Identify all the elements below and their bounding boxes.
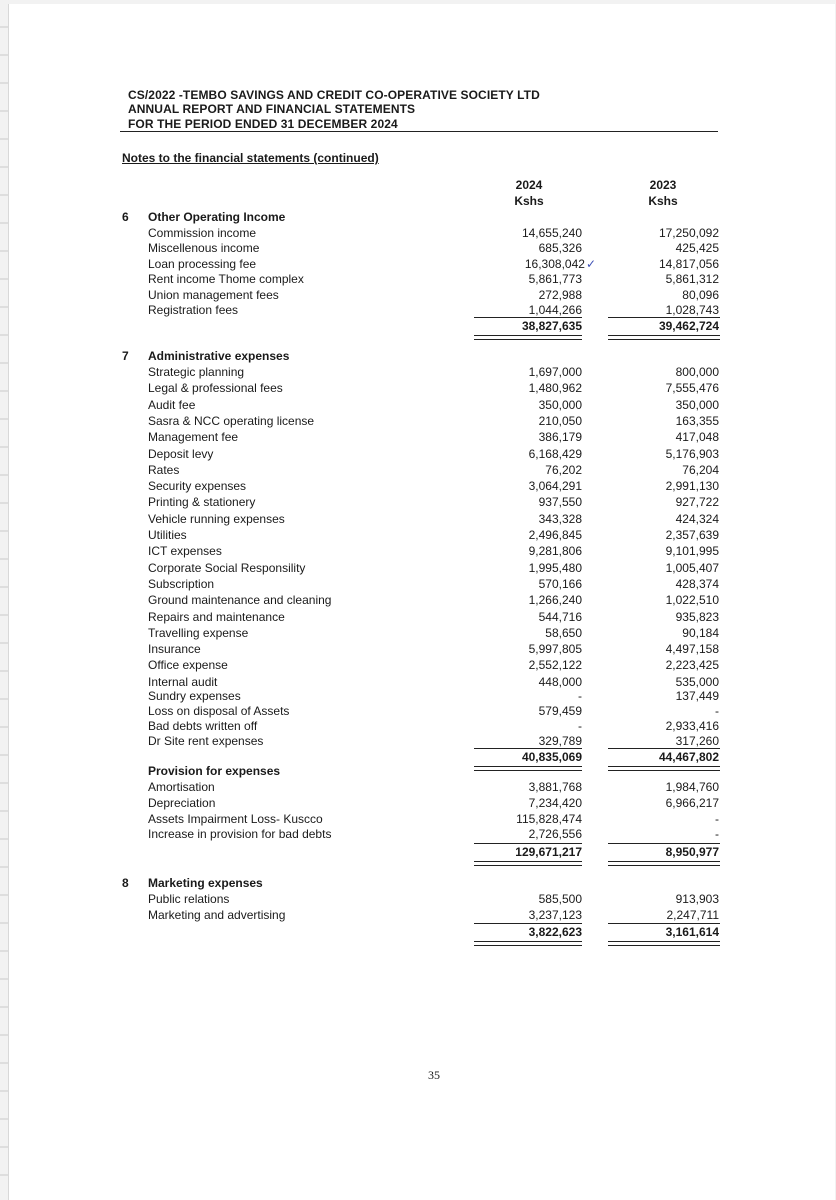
table-row: [0, 462, 836, 478]
row-label: Security expenses: [148, 479, 247, 493]
row-label: Sasra & NCC operating license: [148, 414, 315, 428]
value-2023: 2,991,130: [665, 479, 719, 493]
total-2024: 129,671,217: [515, 845, 582, 859]
table-row: [0, 795, 836, 811]
value-2024: [529, 907, 582, 923]
value-2023: 76,204: [682, 463, 719, 477]
table-row: [0, 256, 836, 272]
value-2023: 4,497,158: [665, 642, 719, 656]
row-label: Depreciation: [148, 796, 216, 810]
value-2023: 80,096: [682, 288, 719, 302]
value-2023: 425,425: [675, 241, 719, 255]
row-label: Strategic planning: [148, 365, 245, 379]
value-2024-text: 2,496,845: [528, 528, 582, 542]
table-row: [0, 397, 836, 413]
total-2024: 3,822,623: [528, 925, 582, 939]
notes-title: Notes to the financial statements (continued): [122, 151, 379, 165]
value-2024-text: 5,861,773: [528, 272, 582, 286]
value-2024-text: 544,716: [538, 610, 582, 624]
subtotal-rule: [608, 843, 720, 844]
table-row: [0, 527, 836, 543]
section-title: Provision for expenses: [148, 764, 281, 778]
table-row: [0, 657, 836, 673]
value-2024: [529, 271, 582, 287]
row-label: Registration fees: [148, 303, 239, 317]
row-label: Repairs and maintenance: [148, 610, 285, 624]
value-2024-text: 579,459: [538, 704, 582, 718]
value-2024: [545, 462, 582, 478]
value-2024: [529, 478, 582, 494]
total-double-rule: [474, 941, 582, 946]
subtotal-rule: [474, 748, 582, 749]
value-2024-text: 3,064,291: [528, 479, 582, 493]
value-2024: [529, 446, 582, 462]
value-2023: 5,861,312: [665, 272, 719, 286]
note-7-heading: [0, 348, 836, 364]
row-label: Ground maintenance and cleaning: [148, 593, 332, 607]
row-label: Rates: [148, 463, 180, 477]
table-row: [0, 240, 836, 256]
row-label: Audit fee: [148, 398, 196, 412]
value-2024-text: 210,050: [538, 414, 582, 428]
value-2024: [529, 657, 582, 673]
total-2023: 44,467,802: [658, 750, 719, 764]
table-row: [0, 826, 836, 842]
value-2024: [539, 703, 582, 719]
table-row: [0, 287, 836, 303]
row-label: Printing & stationery: [148, 495, 256, 509]
value-2024-text: 6,168,429: [528, 447, 582, 461]
table-row: [0, 718, 836, 734]
value-2023: 7,555,476: [665, 381, 719, 395]
note-number: 7: [122, 349, 129, 363]
subtotal-rule: [474, 317, 582, 318]
table-row: [0, 511, 836, 527]
row-label: Deposit levy: [148, 447, 214, 461]
value-2024: [539, 240, 582, 256]
value-2023: 90,184: [682, 626, 719, 640]
column-unit-2023: Kshs: [648, 194, 678, 208]
value-2023: -: [715, 704, 719, 718]
value-2024-text: 448,000: [538, 675, 582, 689]
section-title: Administrative expenses: [148, 349, 290, 363]
subtotal-rule: [608, 923, 720, 924]
value-2023: 428,374: [675, 577, 719, 591]
value-2023: 14,817,056: [658, 257, 719, 271]
value-2023: 1,005,407: [665, 561, 719, 575]
value-2024: [525, 256, 596, 272]
value-2024-text: 3,237,123: [528, 908, 582, 922]
value-2024: [578, 718, 582, 734]
table-row: [0, 413, 836, 429]
column-year-2024: 2024: [515, 178, 543, 192]
row-label: Amortisation: [148, 780, 215, 794]
row-label: Loss on disposal of Assets: [148, 704, 290, 718]
value-2024: [539, 576, 582, 592]
row-label: Utilities: [148, 528, 187, 542]
row-label: Assets Impairment Loss- Kuscco: [148, 812, 323, 826]
row-label: Rent income Thome complex: [148, 272, 304, 286]
total-double-rule: [474, 335, 582, 340]
table-row: [0, 733, 836, 749]
row-label: Vehicle running expenses: [148, 512, 285, 526]
column-unit-2024: Kshs: [514, 194, 544, 208]
value-2024-text: 9,281,806: [528, 544, 582, 558]
value-2024-text: 5,997,805: [528, 642, 582, 656]
value-2024-text: 7,234,420: [528, 796, 582, 810]
value-2023: 927,722: [675, 495, 719, 509]
value-2023: 6,966,217: [665, 796, 719, 810]
table-row: [0, 779, 836, 795]
value-2023: 1,022,510: [665, 593, 719, 607]
value-2024-text: -: [578, 689, 582, 703]
row-label: Union management fees: [148, 288, 279, 302]
value-2024: [529, 527, 582, 543]
value-2023: 935,823: [675, 610, 719, 624]
total-row: [0, 924, 836, 940]
total-row: [0, 844, 836, 860]
table-row: [0, 592, 836, 608]
value-2024: [529, 560, 582, 576]
value-2024: [539, 429, 582, 445]
subtotal-rule: [608, 317, 720, 318]
value-2024-text: 350,000: [538, 398, 582, 412]
value-2024-text: 115,828,474: [516, 812, 582, 826]
page-number: 35: [428, 1068, 440, 1082]
row-label: Public relations: [148, 892, 230, 906]
value-2024-text: 272,988: [538, 288, 582, 302]
table-row: [0, 302, 836, 318]
row-label: Internal audit: [148, 675, 218, 689]
value-2024-text: 58,650: [545, 626, 582, 640]
table-row: [0, 446, 836, 462]
value-2024-text: 386,179: [538, 430, 582, 444]
row-label: Management fee: [148, 430, 239, 444]
value-2024-text: 2,552,122: [528, 658, 582, 672]
table-row: [0, 478, 836, 494]
note-number: 6: [122, 210, 129, 224]
value-2024-text: -: [578, 719, 582, 733]
table-row: [0, 609, 836, 625]
value-2023: 424,324: [675, 512, 719, 526]
header-underline: [120, 131, 718, 132]
value-2024: [529, 826, 582, 842]
value-2023: 5,176,903: [665, 447, 719, 461]
value-2024: [529, 795, 582, 811]
section-title: Marketing expenses: [148, 876, 263, 890]
value-2024: [539, 511, 582, 527]
row-label: Loan processing fee: [148, 257, 257, 271]
report-header-line2: ANNUAL REPORT AND FINANCIAL STATEMENTS: [128, 102, 416, 116]
table-row: [0, 907, 836, 923]
row-label: Dr Site rent expenses: [148, 734, 264, 748]
value-2024: [529, 302, 582, 318]
report-header-line3: FOR THE PERIOD ENDED 31 DECEMBER 2024: [128, 117, 398, 131]
table-row: [0, 225, 836, 241]
provision-heading: [0, 763, 836, 779]
section-title: Other Operating Income: [148, 210, 286, 224]
value-2023: 350,000: [675, 398, 719, 412]
note-6-heading: [0, 209, 836, 225]
value-2024-text: 585,500: [538, 892, 582, 906]
value-2024-text: 1,266,240: [528, 593, 582, 607]
value-2023: 2,357,639: [665, 528, 719, 542]
value-2024-text: 3,881,768: [528, 780, 582, 794]
value-2024-text: 16,308,042: [524, 257, 585, 271]
value-2024-text: 1,697,000: [528, 365, 582, 379]
table-row: [0, 271, 836, 287]
total-2024: 38,827,635: [521, 319, 582, 333]
note-number: 8: [122, 876, 129, 890]
value-2024-text: 937,550: [538, 495, 582, 509]
value-2024-text: 1,044,266: [528, 303, 582, 317]
value-2023: 2,933,416: [665, 719, 719, 733]
table-row: [0, 891, 836, 907]
value-2023: 2,223,425: [665, 658, 719, 672]
row-label: Insurance: [148, 642, 201, 656]
table-row: [0, 543, 836, 559]
table-row: [0, 560, 836, 576]
subtotal-rule: [474, 923, 582, 924]
value-2024-text: 685,326: [538, 241, 582, 255]
value-2024: [539, 413, 582, 429]
value-2023: 9,101,995: [665, 544, 719, 558]
row-label: Commission income: [148, 226, 257, 240]
row-label: Increase in provision for bad debts: [148, 827, 332, 841]
value-2024-text: 343,328: [538, 512, 582, 526]
value-2023: 2,247,711: [666, 908, 719, 922]
row-label: Legal & professional fees: [148, 381, 283, 395]
value-2024-text: 1,480,962: [528, 381, 582, 395]
subtotal-rule: [474, 843, 582, 844]
value-2023: 800,000: [675, 365, 719, 379]
table-row: [0, 380, 836, 396]
value-2024: [545, 625, 582, 641]
total-row: [0, 318, 836, 334]
value-2023: 417,048: [675, 430, 719, 444]
value-2023: -: [715, 812, 719, 826]
value-2023: 163,355: [675, 414, 719, 428]
row-label: Office expense: [148, 658, 228, 672]
check-mark-icon: ✓: [585, 257, 596, 271]
total-2023: 39,462,724: [658, 319, 719, 333]
value-2024: [522, 225, 582, 241]
value-2024: [516, 811, 582, 827]
table-row: [0, 625, 836, 641]
subtotal-rule: [608, 748, 720, 749]
row-label: Marketing and advertising: [148, 908, 286, 922]
table-row: [0, 576, 836, 592]
value-2023: 137,449: [675, 689, 719, 703]
value-2024: [539, 397, 582, 413]
value-2024: [529, 641, 582, 657]
table-row: [0, 494, 836, 510]
row-label: ICT expenses: [148, 544, 222, 558]
value-2024: [529, 380, 582, 396]
column-year-2023: 2023: [649, 178, 677, 192]
value-2024: [539, 287, 582, 303]
value-2023: 1,984,760: [665, 780, 719, 794]
value-2024: [539, 891, 582, 907]
table-row: [0, 429, 836, 445]
total-2024: 40,835,069: [521, 750, 582, 764]
note-8-heading: [0, 875, 836, 891]
value-2024: [529, 364, 582, 380]
value-2024-text: 2,726,556: [528, 827, 582, 841]
value-2024: [529, 592, 582, 608]
row-label: Subscription: [148, 577, 215, 591]
value-2023: 1,028,743: [665, 303, 719, 317]
table-row: [0, 641, 836, 657]
row-label: Corporate Social Responsility: [148, 561, 306, 575]
row-label: Miscellenous income: [148, 241, 260, 255]
row-label: Sundry expenses: [148, 689, 241, 703]
table-row: [0, 364, 836, 380]
row-label: Travelling expense: [148, 626, 249, 640]
value-2023: 535,000: [675, 675, 719, 689]
value-2024-text: 570,166: [538, 577, 582, 591]
total-2023: 8,950,977: [665, 845, 719, 859]
value-2024: [539, 609, 582, 625]
value-2024-text: 76,202: [545, 463, 582, 477]
report-header-line1: CS/2022 -TEMBO SAVINGS AND CREDIT CO-OPERATIVE SOCIETY LTD: [128, 88, 540, 102]
value-2024: [578, 688, 582, 704]
value-2023: 913,903: [675, 892, 719, 906]
value-2023: -: [715, 827, 719, 841]
total-double-rule: [608, 335, 720, 340]
total-double-rule: [608, 861, 720, 866]
total-double-rule: [608, 941, 720, 946]
table-row: [0, 703, 836, 719]
value-2024: [539, 733, 582, 749]
table-row: [0, 811, 836, 827]
value-2024: [539, 494, 582, 510]
value-2024-text: 1,995,480: [528, 561, 582, 575]
value-2024-text: 329,789: [538, 734, 582, 748]
row-label: Bad debts written off: [148, 719, 258, 733]
table-row: [0, 688, 836, 704]
value-2024: [529, 543, 582, 559]
total-2023: 3,161,614: [665, 925, 719, 939]
value-2024: [529, 779, 582, 795]
value-2023: 317,260: [675, 734, 719, 748]
value-2023: 17,250,092: [658, 226, 719, 240]
total-double-rule: [474, 861, 582, 866]
value-2024-text: 14,655,240: [521, 226, 582, 240]
